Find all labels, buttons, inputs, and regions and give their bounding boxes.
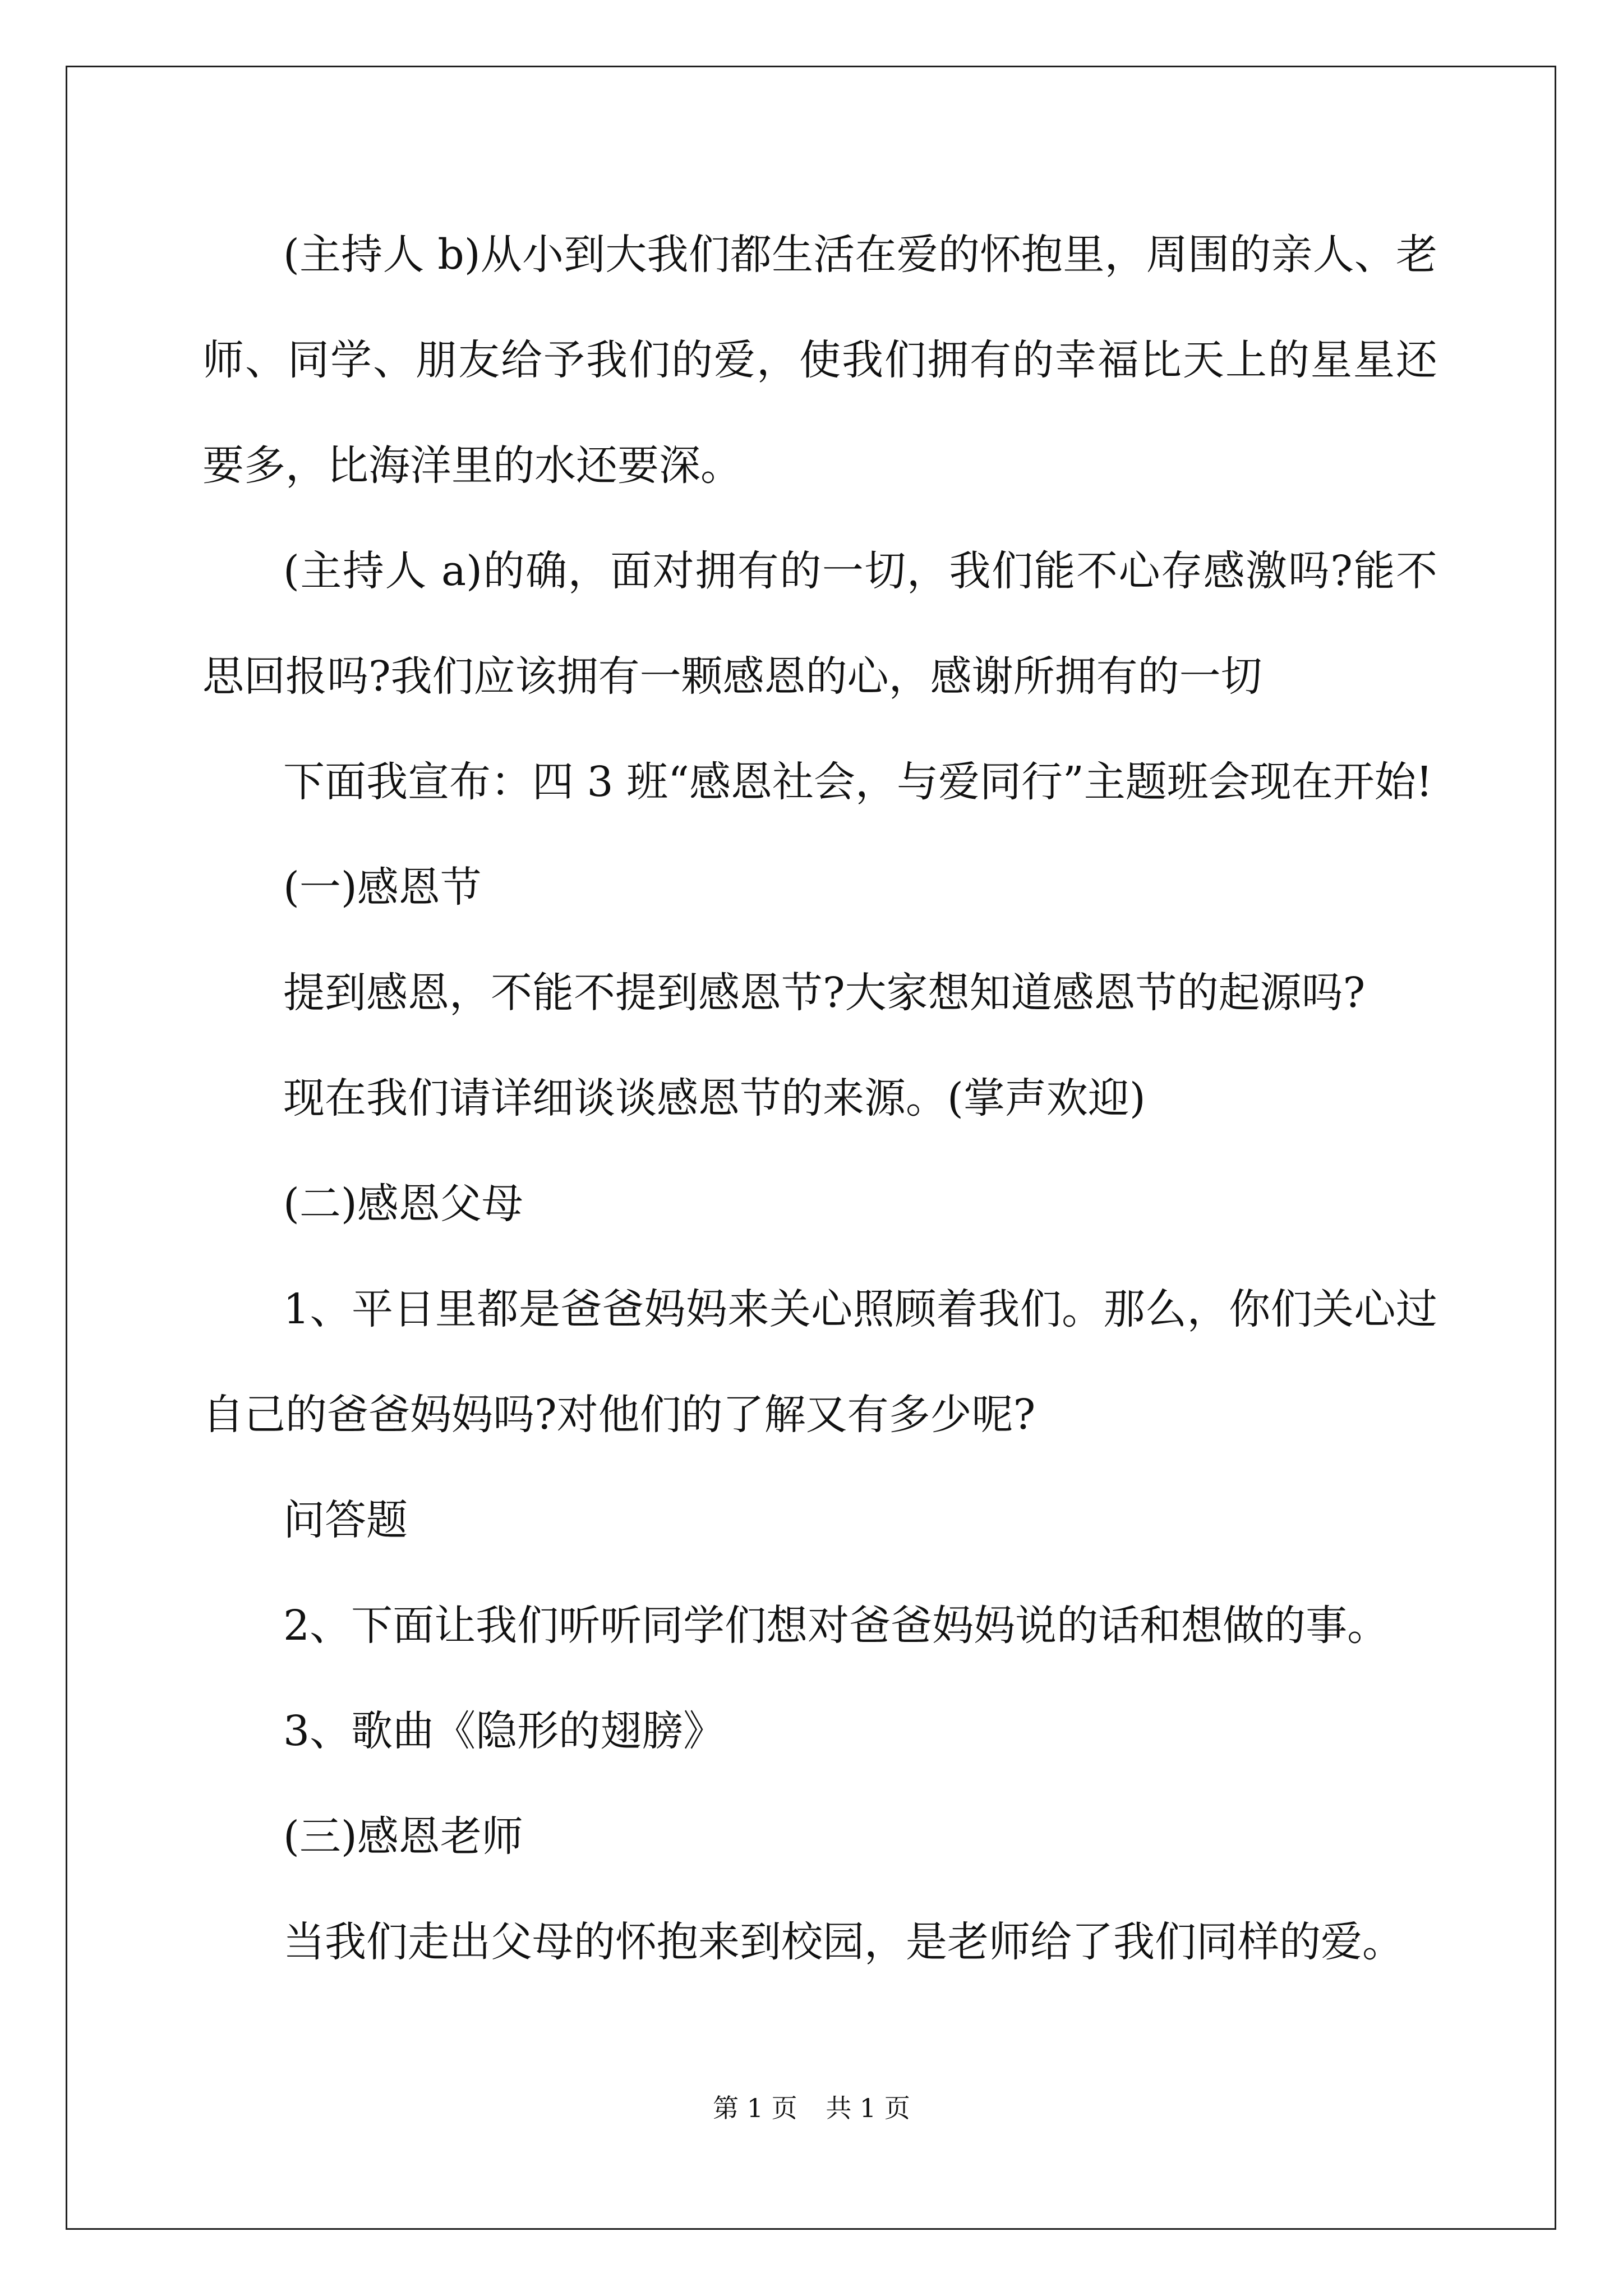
- section-heading: (二)感恩父母: [283, 1180, 523, 1228]
- section-heading: (三)感恩老师: [283, 1812, 523, 1861]
- paragraph: 提到感恩，不能不提到感恩节?大家想知道感恩节的起源吗?: [283, 969, 1366, 1017]
- paragraph: 1、平日里都是爸爸妈妈来关心照顾着我们。那么，你们关心过自己的爸爸妈妈吗?对他们的了解又有多少呢?: [202, 1285, 1437, 1439]
- section-heading: (一)感恩节: [283, 863, 482, 912]
- page-number: 第 1 页: [713, 2093, 797, 2123]
- paragraph: 2、下面让我们听听同学们想对爸爸妈妈说的话和想做的事。: [283, 1602, 1389, 1650]
- page-total: 共 1 页: [826, 2093, 910, 2123]
- paragraph: 现在我们请详细谈谈感恩节的来源。(掌声欢迎): [283, 1074, 1146, 1122]
- page-footer: [0, 2091, 1623, 2125]
- document-body: [202, 202, 1437, 1995]
- paragraph: (主持人 b)从小到大我们都生活在爱的怀抱里，周围的亲人、老师、同学、朋友给予我们的爱，使我们拥有的幸福比天上的星星还要多，比海洋里的水还要深。: [202, 231, 1437, 490]
- paragraph: 当我们走出父母的怀抱来到校园，是老师给了我们同样的爱。: [283, 1918, 1404, 1966]
- paragraph: 问答题: [283, 1496, 408, 1544]
- paragraph: (主持人 a)的确，面对拥有的一切，我们能不心存感激吗?能不思回报吗?我们应该拥有一颗感恩的心，感谢所拥有的一切: [202, 547, 1437, 701]
- paragraph: 下面我宣布：四 3 班“感恩社会，与爱同行”主题班会现在开始!: [283, 758, 1433, 806]
- paragraph: 3、歌曲《隐形的翅膀》: [283, 1707, 725, 1755]
